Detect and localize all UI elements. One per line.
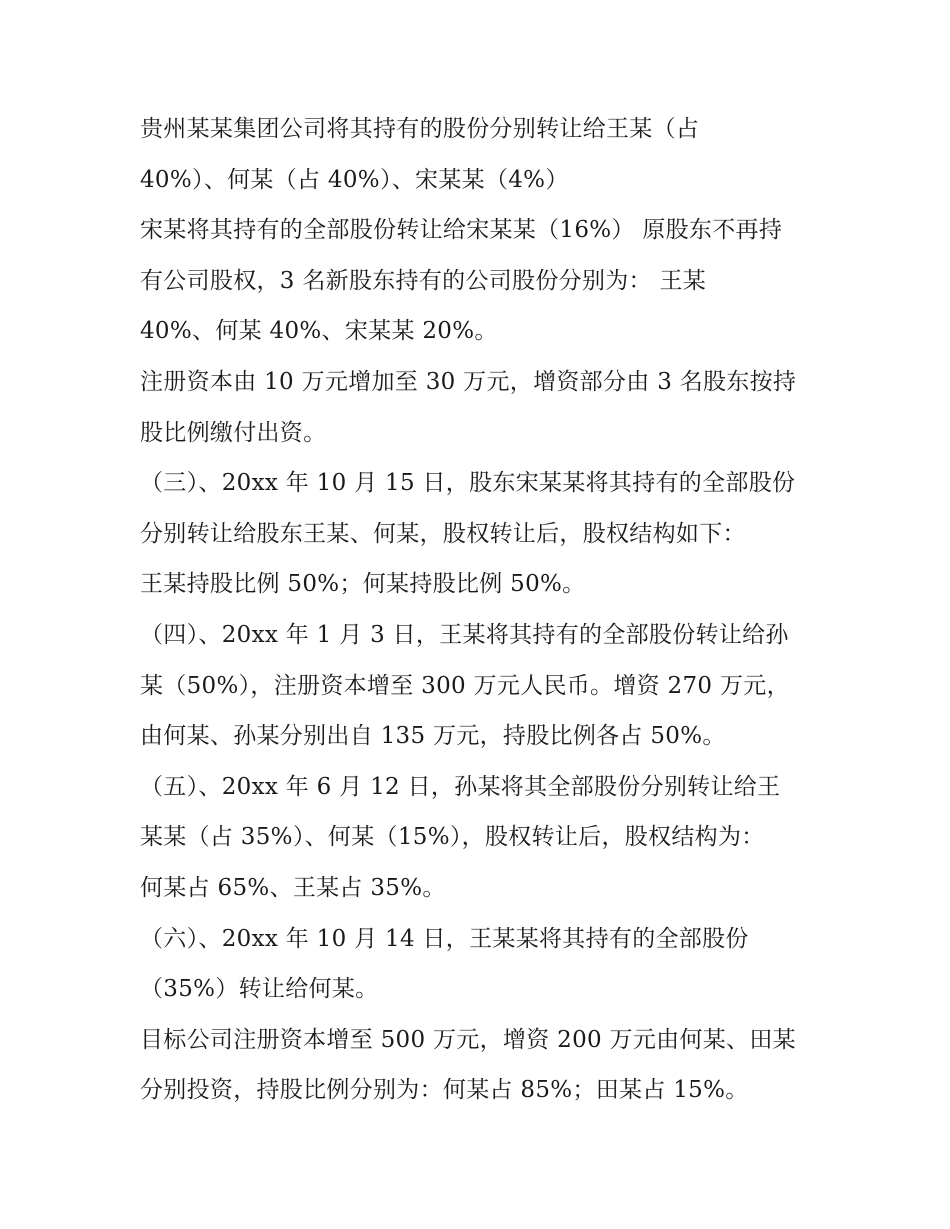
text-line: 股比例缴付出资。 xyxy=(140,419,327,446)
text-line: 宋某将其持有的全部股份转让给宋某某（16%） 原股东不再持 xyxy=(140,217,783,244)
text-line: （三）、20xx 年 10 月 15 日，股东宋某某将其持有的全部股份 xyxy=(140,470,796,497)
text-line: （四）、20xx 年 1 月 3 日，王某将其持有的全部股份转让给孙 xyxy=(140,621,789,648)
text-line: 贵州某某集团公司将其持有的股份分别转让给王某（占 xyxy=(140,116,700,142)
text-line: （五）、20xx 年 6 月 12 日，孙某将其全部股份分别转让给王 xyxy=(140,773,781,800)
text-line: 注册资本由 10 万元增加至 30 万元，增资部分由 3 名股东按持 xyxy=(140,368,797,395)
text-line: 分别投资，持股比例分别为：何某占 85%；田某占 15%。 xyxy=(140,1077,749,1104)
text-line: （35%）转让给何某。 xyxy=(140,976,379,1003)
text-line: 目标公司注册资本增至 500 万元，增资 200 万元由何某、田某 xyxy=(140,1026,796,1053)
text-line: 王某持股比例 50%；何某持股比例 50%。 xyxy=(140,571,586,598)
text-line: （六）、20xx 年 10 月 14 日，王某某将其持有的全部股份 xyxy=(140,925,749,952)
text-line: 40%、何某 40%、宋某某 20%。 xyxy=(140,318,498,345)
text-line: 由何某、孙某分别出自 135 万元，持股比例各占 50%。 xyxy=(140,723,726,750)
text-line: 某某（占 35%）、何某（15%），股权转让后，股权结构为： xyxy=(140,824,765,851)
text-line: 40%）、何某（占 40%）、宋某某（4%） xyxy=(140,166,569,193)
text-line: 何某占 65%、王某占 35%。 xyxy=(140,874,446,901)
text-line: 有公司股权，3 名新股东持有的公司股份分别为： 王某 xyxy=(140,267,707,294)
document-body xyxy=(140,104,830,1116)
text-line: 某（50%），注册资本增至 300 万元人民币。增资 270 万元， xyxy=(140,672,790,699)
text-line: 分别转让给股东王某、何某，股权转让后，股权结构如下： xyxy=(140,520,746,547)
